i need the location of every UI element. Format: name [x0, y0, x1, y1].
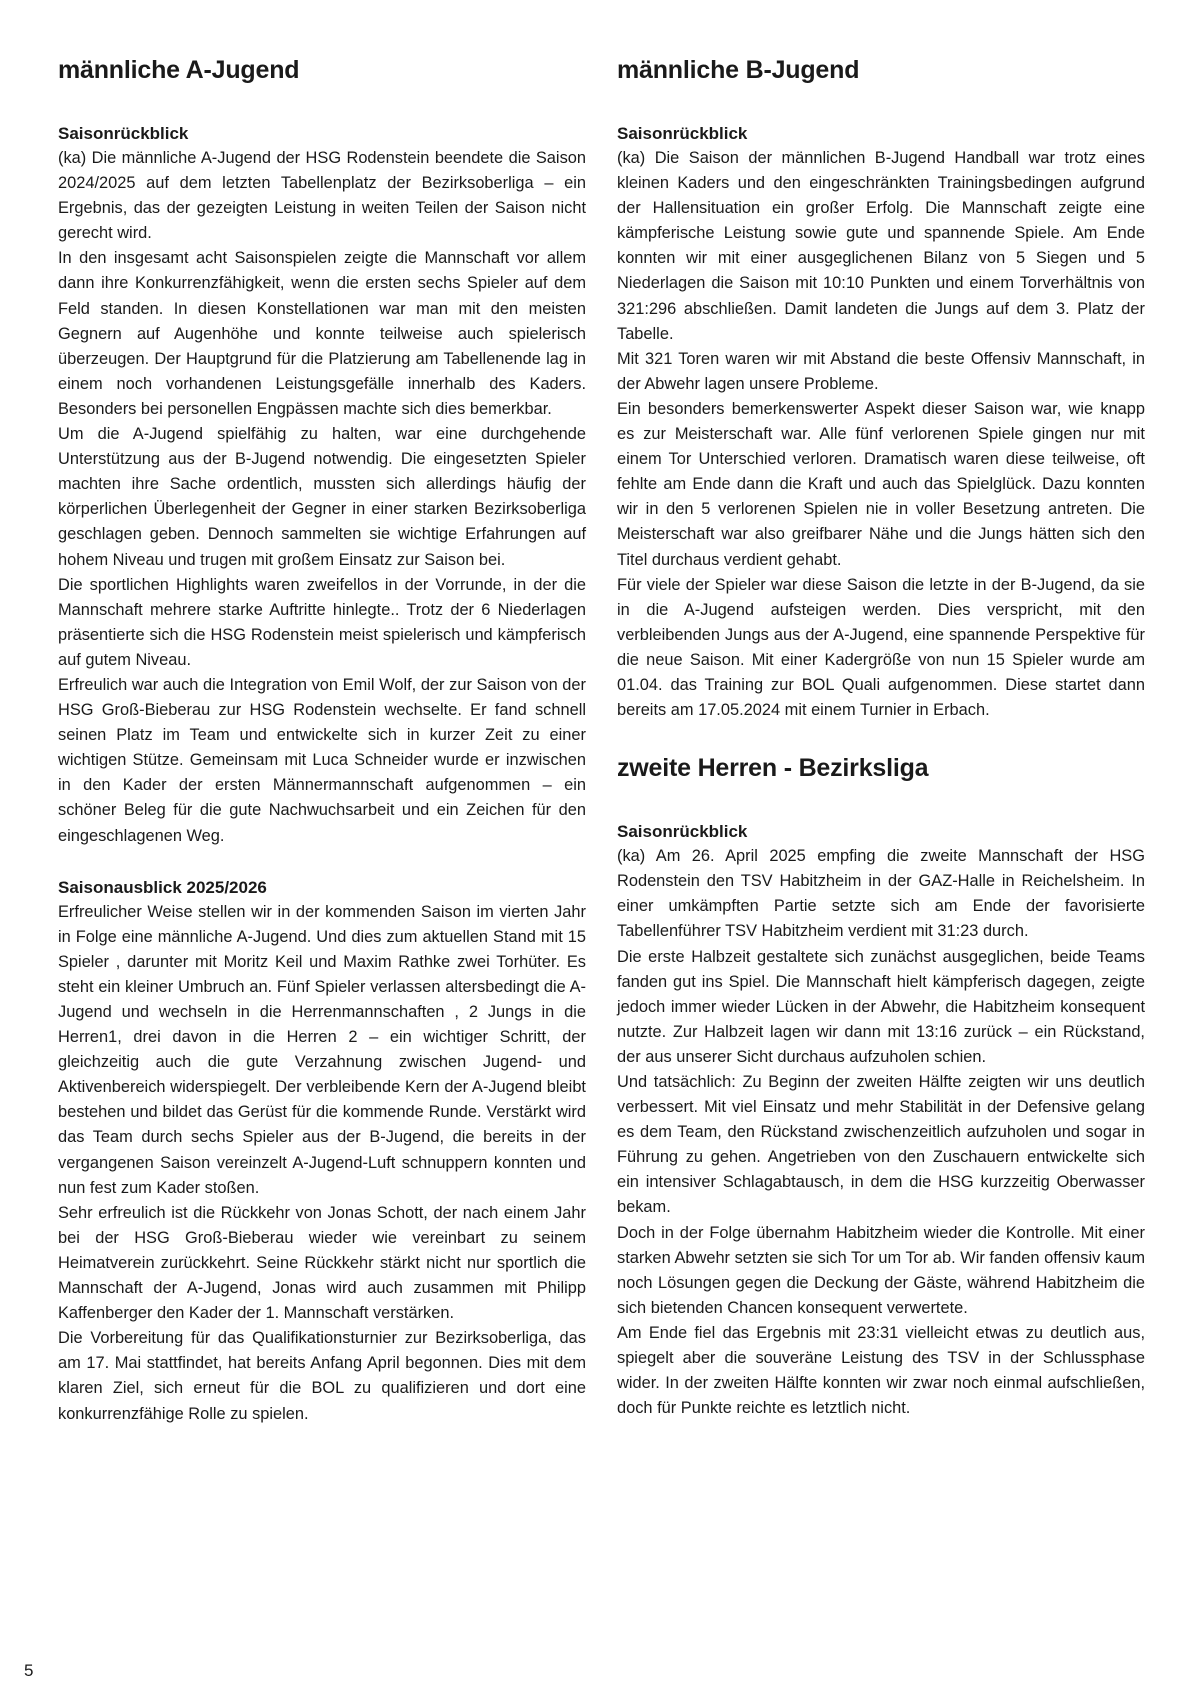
section-title-a-jugend: männliche A-Jugend: [58, 56, 300, 84]
heading-saisonrueckblick-b: Saisonrückblick: [617, 124, 748, 143]
paragraph: Und tatsächlich: Zu Beginn der zweiten Hälfte zeigten wir uns deutlich verbessert. Mit viel Einsatz und mehr Stabilität in der Defensive gelang es dem Team, den Rückstand zwischenzeitlich aufzuholen und sogar in Führung zu gehen. Angetrieben von den Zuschauern entwickelte sich ein intensiver Schlagabtausch, in dem die HSG kurzzeitig Oberwasser bekam.: [617, 1073, 1145, 1217]
right-column: [617, 55, 1145, 1421]
paragraph: Für viele der Spieler war diese Saison die letzte in der B-Jugend, da sie in die A-Jugend aufsteigen werden. Dies verspricht, mit den verbleibenden Jungs aus der A-Jugend, eine spannende Perspektive für die neue Saison. Mit einer Kadergröße von nun 15 Spieler wurde am 01.04. das Training zur BOL Quali aufgenommen. Diese startet dann bereits am 17.05.2024 mit einem Turnier in Erbach.: [617, 575, 1145, 720]
paragraph: Doch in der Folge übernahm Habitzheim wieder die Kontrolle. Mit einer starken Abwehr setzten sie sich Tor um Tor ab. Wir fanden offensiv kaum noch Lösungen gegen die Deckung der Gäste, während Habitzheim die sich bietenden Chancen konsequent verwertete.: [617, 1223, 1145, 1317]
paragraph: (ka) Am 26. April 2025 empfing die zweite Mannschaft der HSG Rodenstein den TSV Habitzheim in der GAZ-Halle in Reichelsheim. In einer umkämpften Partie setzte sich am Ende der favorisierte Tabellenführer TSV Habitzheim verdient mit 31:23 durch.: [617, 847, 1145, 941]
heading-saisonrueckblick-herren: Saisonrückblick: [617, 822, 748, 842]
paragraph: Erfreulich war auch die Integration von Emil Wolf, der zur Saison von der HSG Groß-Bieberau zur HSG Rodenstein wechselte. Er fand schnell seinen Platz im Team und entwickelte sich in kurzer Zeit zu einer wichtigen Stütze. Gemeinsam mit Luca Schneider wurde er inzwischen in den Kader der ersten Männermannschaft aufgenommen – ein schöner Beleg für die gute Nachwuchsarbeit und ein Zeichen für den eingeschlagenen Weg.: [58, 675, 586, 845]
paragraph: Erfreulicher Weise stellen wir in der kommenden Saison im vierten Jahr in Folge eine männliche A-Jugend. Und dies zum aktuellen Stand mit 15 Spieler , darunter mit Moritz Keil und Maxim Rathke zwei Torhüter. Es steht ein kleiner Umbruch an. Fünf Spieler verlassen altersbedingt die A-Jugend und wechseln in die Herrenmannschaften , 2 Jungs in die Herren1, drei davon in die Herren 2 – ein wichtiger Schritt, der gleichzeitig auch die gute Verzahnung zwischen Jugend- und Aktivenbereich widerspiegelt. Der verbleibende Kern der A-Jugend bleibt bestehen und bildet das Gerüst für die kommende Runde. Verstärkt wird das Team durch sechs Spieler aus der B-Jugend, die bereits in der vergangenen Saison vereinzelt A-Jugend-Luft schnuppern konnten und nun fest zum Kader stoßen.: [58, 902, 586, 1197]
paragraph: Die erste Halbzeit gestaltete sich zunächst ausgeglichen, beide Teams fanden gut ins Spiel. Die Mannschaft hielt kämpferisch dagegen, zeigte jedoch immer wieder Lücken in der Abwehr, die Habitzheim konsequent nutzte. Zur Halbzeit lagen wir dann mit 13:16 zurück – ein Rückstand, der aus unserer Sicht durchaus aufzuholen schien.: [617, 947, 1145, 1066]
paragraph: Um die A-Jugend spielfähig zu halten, war eine durchgehende Unterstützung aus der B-Jugend notwendig. Die eingesetzten Spieler machten ihre Sache ordentlich, mussten sich allerdings häufig der körperlichen Überlegenheit der Gegner in einer starken Bezirksoberliga geschlagen geben. Dennoch sammelten sie wichtige Erfahrungen auf hohem Niveau und trugen mit großem Einsatz zur Saison bei.: [58, 425, 586, 569]
paragraph: Ein besonders bemerkenswerter Aspekt dieser Saison war, wie knapp es zur Meisterschaft war. Alle fünf verlorenen Spiele gingen nur mit einem Tor Unterschied verloren. Dramatisch waren diese teilweise, oft fehlte am Ende dann die Kraft und auch das Spielglück. Dazu konnten wir in den 5 verlorenen Spielen nie in voller Besetzung antreten. Die Meisterschaft war also greifbarer Nähe und die Jungs hätten sich den Titel durchaus verdient gehabt.: [617, 399, 1145, 569]
paragraph: Die Vorbereitung für das Qualifikationsturnier zur Bezirksoberliga, das am 17. Mai stattfindet, hat bereits Anfang April begonnen. Dies mit dem klaren Ziel, sich erneut für die BOL zu qualifizieren und dort eine konkurrenzfähige Rolle zu spielen.: [58, 1329, 586, 1423]
section-title-b-jugend: männliche B-Jugend: [617, 56, 860, 84]
page-number: 5: [24, 1661, 34, 1680]
paragraph: (ka) Die männliche A-Jugend der HSG Rodenstein beendete die Saison 2024/2025 auf dem letzten Tabellenplatz der Bezirksoberliga – ein Ergebnis, das der gezeigten Leistung in weiten Teilen der Saison nicht gerecht wird.: [58, 149, 586, 243]
heading-saisonausblick: Saisonausblick 2025/2026: [58, 877, 267, 897]
paragraph: In den insgesamt acht Saisonspielen zeigte die Mannschaft vor allem dann ihre Konkurrenzfähigkeit, wenn die ersten sechs Spieler auf dem Feld standen. In diesen Konstellationen war man mit den meisten Gegnern auf Augenhöhe und konnte teilweise auch spielerisch überzeugen. Der Hauptgrund für die Platzierung am Tabellenende lag in einem noch vorhandenen Leistungsgefälle innerhalb des Kaders. Besonders bei personellen Engpässen machte sich dies bemerkbar.: [58, 249, 586, 418]
left-column: [58, 55, 586, 1427]
paragraph: Die sportlichen Highlights waren zweifellos in der Vorrunde, in der die Mannschaft mehrere starke Auftritte hinlegte.. Trotz der 6 Niederlagen präsentierte sich die HSG Rodenstein meist spielerisch und kämpferisch auf gutem Niveau.: [58, 575, 586, 669]
paragraph: Mit 321 Toren waren wir mit Abstand die beste Offensiv Mannschaft, in der Abwehr lagen unsere Probleme.: [617, 349, 1145, 393]
paragraph: Sehr erfreulich ist die Rückkehr von Jonas Schott, der nach einem Jahr bei der HSG Groß-Bieberau wieder wie vereinbart zu seinem Heimatverein zurückkehrt. Seine Rückkehr stärkt nicht nur sportlich die Mannschaft der A-Jugend, Jonas wird auch zusammen mit Philipp Kaffenberger den Kader der 1. Mannschaft verstärken.: [58, 1203, 586, 1323]
heading-saisonrueckblick-a: Saisonrückblick: [58, 124, 189, 143]
paragraph: Am Ende fiel das Ergebnis mit 23:31 vielleicht etwas zu deutlich aus, spiegelt aber die souveräne Leistung des TSV in der Schlussphase wider. In der zweiten Hälfte konnten wir zwar noch einmal aufschließen, doch für Punkte reichte es letztlich nicht.: [617, 1323, 1145, 1418]
paragraph: (ka) Die Saison der männlichen B-Jugend Handball war trotz eines kleinen Kaders und den eingeschränkten Trainingsbedingen aufgrund der Hallensituation ein großer Erfolg. Die Mannschaft zeigte eine kämpferische Leistung sowie gute und spannende Spiele. Am Ende konnten wir mit einer ausgeglichenen Bilanz von 5 Siegen und 5 Niederlagen die Saison mit 10:10 Punkten und einem Torverhältnis von 321:296 abschließen. Damit landeten die Jungs auf dem 3. Platz der Tabelle.: [617, 149, 1145, 343]
section-title-zweite-herren: zweite Herren - Bezirksliga: [617, 754, 929, 783]
